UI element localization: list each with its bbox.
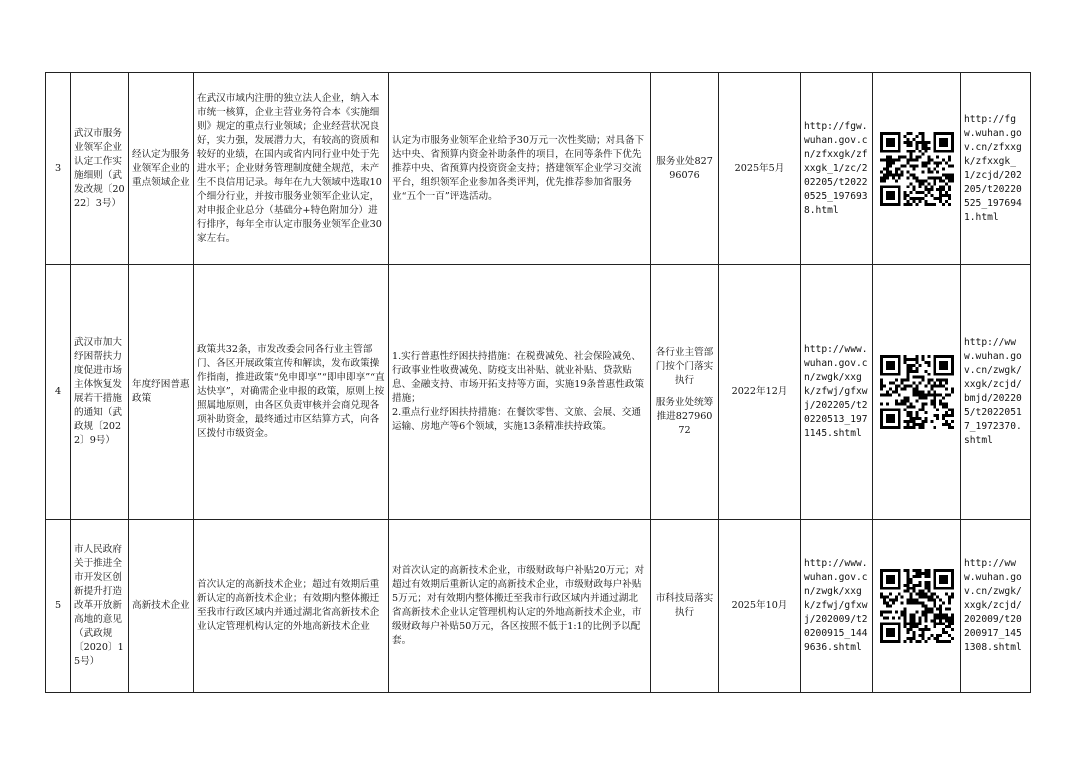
support-object: 高新技术企业 [129,520,194,693]
effective-date: 2025年10月 [719,520,801,693]
table-row [46,73,1031,265]
row-index: 3 [46,73,71,265]
table-row [46,265,1031,520]
policy-name: 市人民政府关于推进全市开发区创新提升打造改革开放新高地的意见（武政规〔2020〕15号） [71,520,129,693]
interpretation-url-link[interactable]: http://www.wuhan.gov.cn/zwgk/xxgk/zcjd/202009/t20200917_1451308.shtml [961,520,1031,693]
support-content: 对首次认定的高新技术企业，市级财政每户补贴20万元；对超过有效期后重新认定的高新技术企业，市级财政每户补贴5万元；对有效期内整体搬迁至我市行政区域内并通过湖北省高新技术企业认定管理机构认定的外地高新技术企业，市级财政每户补贴50万元，各区按照不低于1:1的比例予以配套。 [389,520,651,693]
support-content: 认定为市服务业领军企业给予30万元一次性奖励；对具备下达中央、省预算内资金补助条件的项目，在同等条件下优先推荐中央、省预算内投资资金支持；搭建领军企业学习交流平台，组织领军企业参加各类评判，优先推荐参加省服务业“五个一百”评选活动。 [389,73,651,265]
effective-date: 2022年12月 [719,265,801,520]
contact-coordinator: 服务业处统筹推进82796072 [655,397,714,436]
row-index: 4 [46,265,71,520]
qr-code-icon[interactable] [880,132,954,206]
policy-name: 武汉市服务业领军企业认定工作实施细则（武发改规〔2022〕3号） [71,73,129,265]
policy-table [45,72,1031,693]
support-object: 经认定为服务业领军企业的重点领域企业 [129,73,194,265]
support-content: 1.实行普惠性纾困扶持措施：在税费减免、社会保险减免、行政事业性收费减免、防疫支出补贴、就业补贴、贷款贴息、金融支持、市场开拓支持等方面，实施19条普惠性政策措施； 2.重点行业纾困扶持措施：在餐饮零售、文旅、会展、交通运输、房地产等6个领域，实施13条精准扶持政策。 [389,265,651,520]
policy-name: 武汉市加大纾困帮扶力度促进市场主体恢复发展若干措施的通知（武政规〔2022〕9号） [71,265,129,520]
qr-code-icon[interactable] [880,569,954,643]
contact-department [651,265,719,520]
interpretation-url-link[interactable]: http://fgw.wuhan.gov.cn/zfxxgk/zfxxgk_1/zcjd/202205/t20220525_1976941.html [961,73,1031,265]
table-row [46,520,1031,693]
policy-url-link[interactable]: http://www.wuhan.gov.cn/zwgk/xxgk/zfwj/gfxwj/202009/t20200915_1449636.shtml [801,520,873,693]
contact-department: 市科技局落实执行 [651,520,719,693]
support-object: 年度纾困普惠政策 [129,265,194,520]
contact-department: 服务业处82796076 [651,73,719,265]
application-conditions: 首次认定的高新技术企业；超过有效期后重新认定的高新技术企业；有效期内整体搬迁至我市行政区域内并通过湖北省高新技术企业认定管理机构认定的外地高新技术企业 [194,520,389,693]
qr-code-cell [873,520,961,693]
policy-url-link[interactable]: http://www.wuhan.gov.cn/zwgk/xxgk/zfwj/gfxwj/202205/t20220513_1971145.shtml [801,265,873,520]
application-conditions: 在武汉市域内注册的独立法人企业，纳入本市统一核算，企业主营业务符合本《实施细则》规定的重点行业领域；企业经营状况良好，实力强，发展潜力大，有较高的资质和较好的业绩，在国内或省内同行业中处于先进水平；企业财务管理制度健全规范，未产生不良信用记录。每年在九大领域中选取10个细分行业，并按市服务业领军企业认定，对申报企业总分（基础分+特色附加分）进行排序，每年全市认定市服务业领军企业30家左右。 [194,73,389,265]
qr-code-cell [873,265,961,520]
row-index: 5 [46,520,71,693]
qr-code-cell [873,73,961,265]
interpretation-url-link[interactable]: http://www.wuhan.gov.cn/zwgk/xxgk/zcjd/bmjd/202205/t20220517_1972370.shtml [961,265,1031,520]
policy-url-link[interactable]: http://fgw.wuhan.gov.cn/zfxxgk/zfxxgk_1/zc/202205/t20220525_1976938.html [801,73,873,265]
contact-executor: 各行业主管部门按个门落实执行 [655,347,714,386]
effective-date: 2025年5月 [719,73,801,265]
qr-code-icon[interactable] [880,355,954,429]
application-conditions: 政策共32条，市发改委会同各行业主管部门、各区开展政策宣传和解读，发布政策操作指南，推进政策“免申即享”“即申即享”“直达快享”，对确需企业申报的政策，原则上按照属地原则，由各区负责审核并会商兑现各项补助资金，最终通过市区结算方式，向各区拨付市级资金。 [194,265,389,520]
